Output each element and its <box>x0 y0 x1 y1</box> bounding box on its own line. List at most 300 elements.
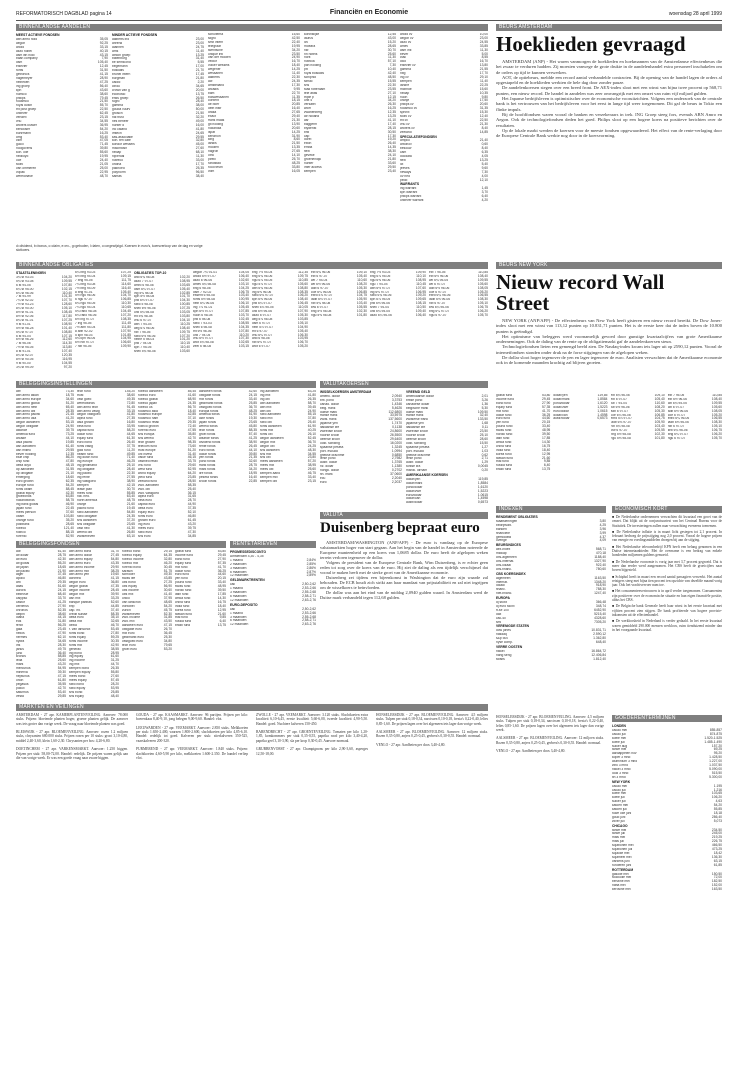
item-name: abn amro obl <box>16 409 36 413</box>
item-value: 47,90 <box>57 631 66 636</box>
item-name: sojabonen mei <box>612 844 634 848</box>
item-value: 73,30 <box>65 390 74 393</box>
item-name: hongk. dollar <box>320 469 339 473</box>
item-name: benzine mei <box>612 880 630 884</box>
item-name: buhrmann <box>16 131 31 135</box>
item-name: 7½ st 95-05 <box>16 346 34 350</box>
item-name: philips cv <box>400 103 414 107</box>
item-name: banque paribas <box>69 600 92 604</box>
item-name: helios <box>16 632 25 636</box>
item-value: 108,35 <box>120 316 131 321</box>
item-name: aardappelen nov <box>612 752 637 756</box>
item-name: dollar fund <box>77 432 93 436</box>
news-item <box>612 560 722 573</box>
item-name: abn amro asian <box>16 393 39 397</box>
item-value: 69,25 <box>713 747 722 752</box>
item-name: pond fonds <box>199 460 216 464</box>
item-value: 59,25 <box>110 634 119 639</box>
item-value: 105,30 <box>356 285 367 290</box>
item-name: de boer <box>208 103 220 107</box>
item-value: 54,20 <box>65 482 74 487</box>
item-name: tech growth <box>138 440 156 444</box>
item-name: dj stoxx <box>496 601 508 605</box>
item-name: frans maas <box>208 118 225 122</box>
item-value: 1188,40 <box>594 555 606 560</box>
item-value: 38,90 <box>126 478 135 483</box>
item-name: hein 5⅞ 97-07 <box>252 325 274 329</box>
item-value: 105,55 <box>356 305 367 310</box>
item-name: dexia <box>69 624 77 628</box>
item-value: 65,40 <box>65 404 74 409</box>
item-name: gold fund <box>77 448 91 452</box>
item-value: 107,90 <box>120 328 131 333</box>
item-value: 23,65 <box>126 521 135 526</box>
item-value: 41,60 <box>187 392 196 397</box>
item-value: 515,50 <box>711 770 722 775</box>
page-number: REFORMATORISCH DAGBLAD pagina 14 <box>16 11 112 17</box>
item-value: 6,40 <box>219 619 226 624</box>
item-name: coe 6 97-07 <box>429 290 447 294</box>
item-value: 44,60 <box>217 572 226 577</box>
list-item <box>230 623 316 627</box>
item-value: 110,40 <box>62 290 72 295</box>
item-name: canadese dollar <box>406 402 430 406</box>
item-value: 105,60 <box>711 404 722 409</box>
item-name: besouw <box>400 147 412 151</box>
item-name: noorse kroon <box>320 433 340 437</box>
item-name: 6 ngu 97-07 <box>75 298 93 302</box>
item-value: 108,05 <box>477 285 488 290</box>
item-name: koper 3 mnd <box>612 756 631 760</box>
item-name: sojameel mei <box>612 855 632 859</box>
item-value: 23,45 <box>57 627 66 632</box>
item-name: arcadis <box>208 87 219 91</box>
item-name: aif pacific <box>16 569 30 573</box>
item-name: oranje <box>400 99 410 103</box>
item-value: 105,30 <box>297 312 308 317</box>
item-name: swiss fund <box>175 585 191 589</box>
item-value: 855-857 <box>709 727 722 732</box>
item-value: 53,80 <box>541 394 551 397</box>
item-value: 42,60 <box>248 390 257 393</box>
item-name: shell 6⅞ 95-05 <box>252 306 274 310</box>
item-value: 44,60 <box>541 416 551 421</box>
item-value: 21,10 <box>65 471 74 476</box>
item-name: rorento <box>16 534 27 538</box>
item-value: 245,00 <box>711 831 722 836</box>
item-name: groei euro <box>122 647 137 651</box>
item-name: suiker juli <box>612 800 626 804</box>
markten-col-2 <box>136 713 248 1053</box>
item-name: franse frank <box>320 414 338 418</box>
item-name: robeco us <box>138 405 153 409</box>
item-value: 6,40 <box>481 194 488 199</box>
item-name: hydra <box>16 639 25 643</box>
item-name: cmg <box>16 135 23 139</box>
item-name: phil 7 94-04 <box>134 342 152 346</box>
item-value: 29,40 <box>291 114 300 119</box>
item-name: brit. pond <box>320 398 334 402</box>
item-value: 33,40 <box>217 580 226 585</box>
item-value: 3,99 <box>599 530 606 535</box>
item-name: wessanen <box>208 72 223 76</box>
item-name: nedap <box>112 151 122 155</box>
item-name: pound fund <box>175 581 192 585</box>
item-value: 42,40 <box>387 71 396 76</box>
item-value: 21,90 <box>57 568 66 573</box>
item-name: telegraaf <box>208 44 221 48</box>
item-name: bng 7½ 94-04 <box>252 271 273 274</box>
item-value: 21,55 <box>479 67 488 72</box>
item-name: orion <box>16 678 24 682</box>
item-name: cindu <box>112 84 120 88</box>
item-name: yield fund <box>138 475 153 479</box>
item-value: 110,20 <box>239 332 249 337</box>
item-value: 1,03 <box>481 448 488 453</box>
item-value: 15,30 <box>479 110 488 115</box>
item-name: nutricia <box>304 60 315 64</box>
item-value: 29,35 <box>57 580 66 585</box>
item-value: 25,40 <box>307 420 316 425</box>
item-name: postbank <box>16 522 30 526</box>
item-name: nafta mei <box>612 884 626 888</box>
item-name: belgische frank <box>406 406 429 410</box>
newyork-quotes-columns <box>496 394 722 472</box>
section-economisch-kort: ECONOMISCH KORT <box>612 506 722 513</box>
item-name: sligro <box>208 36 216 40</box>
item-value: 29,60 <box>187 463 196 468</box>
item-name: fortis aandelen <box>260 425 282 429</box>
item-value: 73,25 <box>65 431 74 436</box>
item-value: 108,90 <box>61 321 72 326</box>
item-value: 52,90 <box>65 533 74 538</box>
item-value: 22,95 <box>99 169 108 174</box>
item-name: koffie mei <box>612 736 627 740</box>
item-value: 107,20 <box>179 333 190 338</box>
item-value: 100,85 <box>179 302 190 307</box>
aandelen-col-2 <box>112 33 204 243</box>
news-text: De Nederlandse inflatie is in maart licht gestegen tot 2,1 procent. In februari bedroeg de prijsstijging nog 2,0 procent. Vooral de hogere prijzen van energie en voedingsmiddelen droegen bij aan de stijging. <box>612 529 722 543</box>
item-value: 109,10 <box>356 271 367 274</box>
item-name: rodamco europe <box>138 413 163 417</box>
news-item <box>612 545 722 558</box>
item-name: alpha fund <box>77 417 93 421</box>
article-paragraph: Bij de hoofdfondsen waren vooral de banken en verzekeraars in trek. ING Groep steeg fors, evenals ABN Amro en Aegon. Ook de technologiefondsen deden het goed. Philips sloot op een hogere koers na positieve berichten over de resultaten. <box>496 111 722 128</box>
item-value: 54,20 <box>99 126 108 131</box>
item-value: 31,35 <box>479 106 488 111</box>
list-item <box>668 437 722 441</box>
item-name: vastned retail <box>138 460 158 464</box>
item-name: mees aandelen <box>260 460 283 464</box>
item-name: nz. dollar <box>320 465 334 469</box>
item-name: amro 6 98-08 <box>134 283 154 287</box>
item-name: 5¾ st 93-08 <box>16 279 34 283</box>
item-value: 101,70 <box>179 294 190 299</box>
item-name: zink 3 mnd <box>612 764 628 768</box>
item-name: equity fund <box>496 405 513 409</box>
item-value: 37,10 <box>187 416 196 421</box>
item-name: pedd <box>400 178 408 182</box>
item-value: 23,50 <box>291 51 300 56</box>
newyork-col-1 <box>496 394 550 472</box>
list-item <box>16 695 66 699</box>
item-value: 27,25 <box>163 580 172 585</box>
item-name: acf <box>208 79 213 83</box>
article-paragraph: AMSTERDAM/WASHINGTON (ANP/AFP) - De euro is vandaag op de Europese valutamarkten hoger van start gegaan. Aan het begin van de handel in Amsterdam noteerde de Europese munteenheid op een koers van 1,0685 dollar. De euro heeft de afgelopen weken terrein verloren tegenover de dollar. <box>320 540 488 560</box>
item-value: 23,80 <box>307 455 316 460</box>
item-value: 51,20 <box>187 447 196 452</box>
item-value: 106,95 <box>415 289 426 294</box>
item-name: asr <box>304 118 309 122</box>
item-value: 107,90 <box>297 309 308 314</box>
item-name: bng 6¾ 96-06 <box>252 274 273 278</box>
item-value: 110,40 <box>180 345 190 350</box>
item-name: sojabonen juli <box>612 848 633 852</box>
item-value: 41,80 <box>195 126 204 131</box>
item-value: 16,75 <box>217 599 226 604</box>
list-item <box>77 535 135 538</box>
item-value: 2,53-2,66 <box>302 586 316 591</box>
item-value: 32,65 <box>110 619 119 624</box>
section-valuta: VALUTA <box>320 512 488 519</box>
item-name: zeeland <box>400 130 412 134</box>
item-name: griekse drachme <box>320 453 345 457</box>
item-name: 3¾ st 99-09 <box>16 365 34 369</box>
item-value: 72,00 <box>713 875 722 880</box>
item-name: robeco japan <box>138 401 158 405</box>
item-name: rabo euro <box>138 530 153 534</box>
item-value: 110,25 <box>180 321 190 326</box>
item-name: vdm <box>208 169 215 173</box>
item-value: 5.300,00 <box>709 774 722 779</box>
item-value: 119,85 <box>478 476 488 481</box>
item-name: cap. int. <box>69 608 81 612</box>
item-name: pirelli <box>208 158 216 161</box>
item-value: 43,50 <box>163 619 172 624</box>
news-text: Schiphol heeft in maart een record aantal passagiers verwerkt. Het aantal reizigers steeg met bijna tien procent ten opzichte van dezelfde maand vorig jaar. Ook het vrachtvervoer nam toe. <box>612 574 722 588</box>
item-value: 103,10 <box>238 281 249 286</box>
item-name: pakhoed <box>112 166 125 170</box>
item-name: stork cv <box>400 115 412 119</box>
item-value: 4,63 <box>715 799 722 804</box>
item-value: 38,60 <box>99 91 108 96</box>
item-value: 4,00 <box>481 173 488 178</box>
item-value: 26,35 <box>307 396 316 401</box>
item-name: abf <box>16 390 21 393</box>
item-name: britse pond <box>406 398 423 402</box>
item-name: abn obl <box>260 409 271 413</box>
item-value: 54,20 <box>163 603 172 608</box>
item-value: 13,35 <box>291 145 300 150</box>
list-subheading: OBLIGATIES TOP-10 <box>134 271 167 275</box>
item-name: dsm 7 92-02 <box>193 290 212 294</box>
item-value: 9,85 <box>543 459 551 464</box>
item-value: 20,60 <box>291 125 300 130</box>
item-value: 49,75 <box>57 646 66 651</box>
item-value: 35,05 <box>99 36 108 41</box>
list-item <box>612 820 722 824</box>
item-value: 1,27 <box>481 444 488 449</box>
item-name: unil 6½ 96-06 <box>252 310 272 314</box>
item-name: eib 6½ 96-06 <box>429 274 449 278</box>
item-value: 17,70 <box>195 161 204 166</box>
item-value: 24,65 <box>195 130 204 135</box>
item-value: 1.485-1.490 <box>704 739 722 744</box>
item-value: 27,90 <box>541 400 551 405</box>
item-value: 28,95 <box>110 650 119 655</box>
item-name: eib 6½ 96-06 <box>667 397 687 401</box>
item-name: equity euro <box>138 511 155 515</box>
item-value: 24,90 <box>291 55 300 60</box>
item-value: 62,10 <box>57 634 66 639</box>
item-name: 2 maanden <box>230 562 247 566</box>
item-name: sphinx <box>400 111 410 115</box>
item-name: 8½ st 90-05 <box>16 357 34 361</box>
item-value: 25,10 <box>126 463 135 468</box>
item-value: 13,25 <box>479 158 488 162</box>
item-name: adb 6 97-07 <box>311 286 329 290</box>
item-value: 18,40 <box>291 63 300 68</box>
item-value: 112,35 <box>298 271 308 274</box>
item-name: baan company <box>16 57 38 61</box>
item-value: 3,3753 <box>391 397 402 402</box>
item-value: 61,40 <box>65 443 74 448</box>
item-value: 1,3765 <box>391 460 402 465</box>
item-value: 2,01 <box>481 393 488 398</box>
item-name: van der moolen <box>208 56 231 60</box>
item-name: robeco global <box>138 397 158 401</box>
item-value: 28,40 <box>195 99 204 104</box>
item-name: kpn <box>16 88 22 92</box>
item-name: ams <box>112 49 119 53</box>
item-name: twentsche <box>208 48 223 52</box>
item-value: 29,45 <box>541 396 551 401</box>
item-name: aluminium 3 mnd <box>612 760 638 764</box>
item-value: 51,20 <box>65 400 74 405</box>
item-value: 41,25 <box>248 435 257 440</box>
item-value: 61,40 <box>57 550 66 553</box>
item-name: thai fund <box>496 460 509 464</box>
item-value: 36,95 <box>99 122 108 127</box>
item-value: 108,30 <box>711 420 722 425</box>
news-item <box>612 604 722 617</box>
item-name: ahold <box>16 45 25 49</box>
item-value: 25,60 <box>387 51 396 56</box>
item-value: 26,35 <box>110 666 119 671</box>
item-name: stookolie mei <box>612 876 632 880</box>
item-name: sns bond <box>69 690 83 694</box>
item-name: 7½ st 93-23 <box>16 303 34 307</box>
item-value: 106,60 <box>120 340 131 345</box>
item-name: ahold cv <box>400 33 413 36</box>
item-value: 38,40 <box>195 173 204 178</box>
item-value: 106,10 <box>238 301 249 306</box>
item-name: rolinco <box>16 530 26 534</box>
item-name: turkse lira <box>406 465 421 469</box>
item-value: 11,30 <box>387 55 396 60</box>
item-value: 12,95 <box>541 451 551 456</box>
item-name: coe 6 97-07 <box>667 413 686 417</box>
item-name: vastgoed euro <box>122 639 143 643</box>
item-value: 29,15 <box>163 550 172 553</box>
item-name: aegon obl <box>260 444 275 448</box>
item-value: 41,80 <box>126 412 135 417</box>
item-value: 48,40 <box>110 693 119 698</box>
item-value: 51,75 <box>163 568 172 573</box>
item-value: 63,40 <box>126 494 135 499</box>
article-paragraph: Het Japanse bedrijfsleven is optimistischer over de economische vooruitzichten. Volgens een onderzoek van de centrale bank is het vertrouwen van het bedrijfsleven voor het eerst in lange tijd weer toegenomen. Dit gaf de beurs in Tokio een flinke impuls. <box>496 96 722 112</box>
item-name: vesta <box>16 694 24 698</box>
item-value: 19,20 <box>387 137 396 142</box>
item-value: 114,60 <box>121 281 131 286</box>
item-value: 42,90 <box>110 642 119 647</box>
section-goederentermijnen: GOEDERENTERMIJNEN <box>612 715 722 722</box>
item-name: adb 6 97-07 <box>610 409 629 413</box>
item-name: belg. frank <box>320 406 336 410</box>
item-name: stork <box>16 162 24 166</box>
item-name: kpn 6½ 97-07 <box>193 310 214 314</box>
list-item <box>16 535 74 538</box>
item-name: vendex <box>16 116 27 120</box>
article-duisenberg <box>320 521 488 629</box>
item-name: volker wessels <box>208 64 230 68</box>
item-value: 102,65 <box>238 340 249 345</box>
item-value: 0,6573 <box>477 500 488 505</box>
item-value: 109,10 <box>654 394 665 397</box>
item-value: 20,15 <box>217 576 226 581</box>
item-value: 32,80 <box>195 138 204 143</box>
item-name: alliance <box>16 429 28 433</box>
item-value: 103,85 <box>297 316 308 321</box>
item-value: 25,70 <box>291 157 300 161</box>
item-name: getronics <box>16 73 30 77</box>
item-value: 18,75 <box>65 392 74 397</box>
item-name: aif japan <box>16 565 29 569</box>
item-value: 105,20 <box>711 412 722 417</box>
item-name: 3 maanden <box>230 566 247 570</box>
item-name: varkens juni <box>612 859 630 863</box>
item-value: 25,40 <box>187 486 196 491</box>
item-name: burgman <box>112 76 126 80</box>
item-value: 23,00 <box>195 36 204 41</box>
item-name: amerika fund <box>16 432 36 436</box>
item-value: 15,60 <box>291 33 300 36</box>
item-name: 9 st 90-00 <box>16 361 31 365</box>
item-value: 1.037,50 <box>709 763 722 768</box>
item-value: 25,10 <box>479 432 488 437</box>
section-beleggingsinstellingen: BELEGGINGSINSTELLINGEN <box>16 381 316 388</box>
item-name: world equity <box>138 472 156 476</box>
item-name: triple p <box>304 95 314 99</box>
item-value: 27,80 <box>110 631 119 636</box>
item-value: 38,25 <box>110 568 119 573</box>
item-value: 109,55 <box>711 400 722 405</box>
item-value: 28,75 <box>57 552 66 557</box>
item-name: norit <box>304 56 311 60</box>
item-value: 33,40 <box>248 396 257 401</box>
item-value: 121,40 <box>63 525 74 530</box>
item-value: 110,30 <box>121 301 131 306</box>
item-name: rabo mix <box>260 417 273 421</box>
item-value: 24,8600 <box>390 429 402 434</box>
item-name: ahd 6 98-08 <box>252 337 270 341</box>
item-value: 105,10 <box>297 320 308 325</box>
item-name: aegon <box>16 41 26 45</box>
item-value: 58,35 <box>187 482 196 487</box>
item-value: 21,50 <box>291 141 300 146</box>
item-value: 12,40 <box>479 114 488 119</box>
item-name: yen fund <box>496 421 509 425</box>
